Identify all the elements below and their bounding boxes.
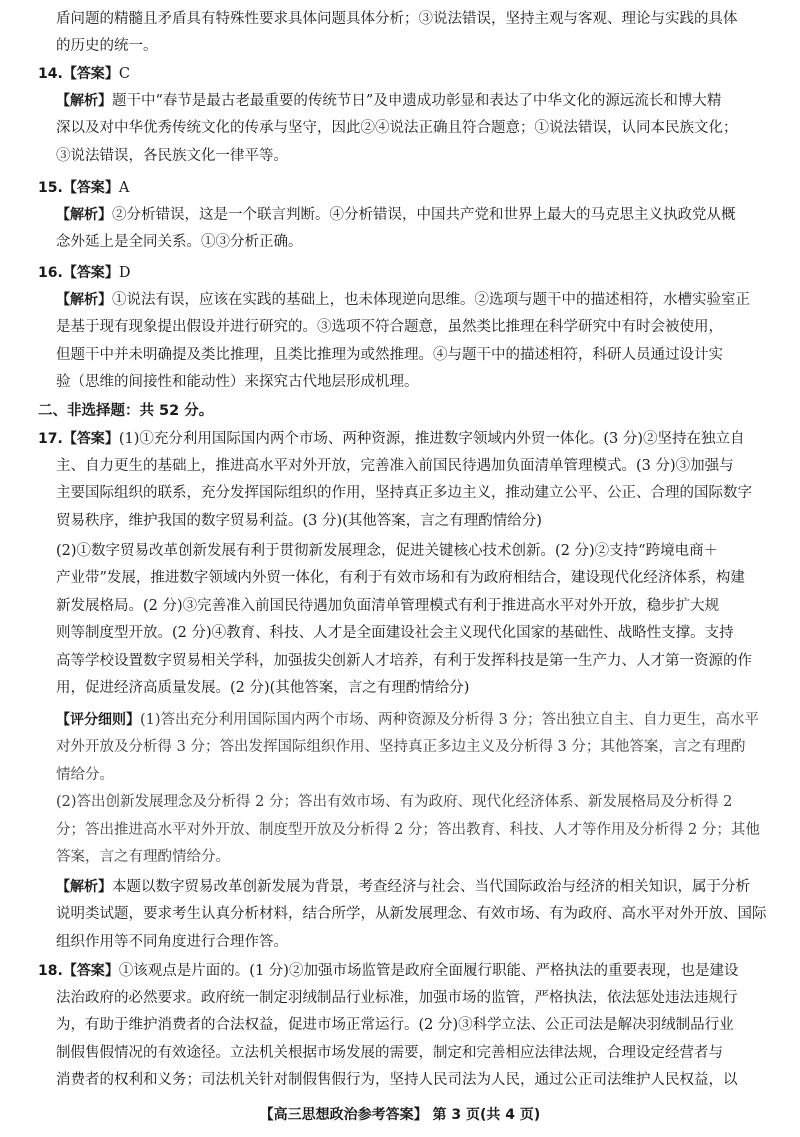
analysis-15 (56, 202, 768, 257)
analysis-17 (56, 874, 768, 956)
answer-tag: 【 答案 】 (63, 963, 119, 979)
text-line: 念外延上是全同关系。①③分析正确。 (56, 234, 303, 251)
answer-17-part2 (56, 538, 768, 702)
text-line: 深以及对中华优秀传统文化的传承与坚守，因此②④说法正确且符合题意；①说法错误，认同本民族文化； (56, 120, 738, 137)
question-17 (38, 426, 768, 453)
answer-value: D (118, 265, 131, 281)
question-16 (38, 260, 768, 287)
answer-tag: 【 答案 】 (63, 180, 119, 196)
text-line: 高等学校设置数字贸易相关学科，加强拔尖创新人才培养，有利于发挥科技是第一生产力、人才第一资源的作 (56, 652, 752, 669)
text-line: 题干中“春节是最古老最重要的传统节日”及申遗成功彰显和表达了中华文化的源远流长和博大精 (112, 93, 722, 109)
question-18 (38, 958, 768, 985)
text-line: 贸易秩序，维护我国的数字贸易利益。(3 分)(其他答案，言之有理酌情给分) (56, 512, 542, 529)
answer-value: C (118, 66, 130, 82)
text-line: (1)①充分利用国际国内两个市场、两种资源，推进数字领域内外贸一体化。(3 分)②坚持在独立自 (118, 431, 745, 447)
text-line: 说明类试题，要求考生认真分析材料，结合所学，从新发展理念、有效市场、有为政府、高水平对外开放、国际 (56, 906, 767, 923)
text-line: 分；答出推进高水平对外开放、制度型开放及分析得 2 分；答出教育、科技、人才等作用及分析得 2 分；其他 (56, 821, 760, 838)
question-number: 17. (38, 431, 63, 447)
answer-tag: 【 答案 】 (63, 431, 119, 447)
text-line: 验（思维的间接性和能动性）来探究古代地层形成机理。 (56, 374, 419, 391)
text-line: ②分析错误，这是一个联言判断。④分析错误，中国共产党和世界上最大的马克思主义执政党从概 (112, 207, 736, 223)
question-15 (38, 175, 768, 202)
text-line: ①该观点是片面的。(1 分)②加强市场监管是政府全面履行职能、严格执法的重要表现，也是建设 (118, 963, 739, 979)
text-line: ③说法错误，各民族文化一律平等。 (56, 147, 288, 164)
answer-tag: 【 答案 】 (63, 66, 119, 82)
text-line: 的历史的统一。 (56, 38, 158, 55)
text-line: 答案，言之有理酌情给分。 (56, 848, 230, 865)
question-number: 18. (38, 963, 63, 979)
text-line: 消费者的权利和义务；司法机关针对制假售假行为，坚持人民司法为人民，通过公正司法维护人民权益，以 (56, 1072, 738, 1089)
text-line: 用，促进经济高质量发展。(2 分)(其他答案，言之有理酌情给分) (56, 679, 470, 696)
analysis-tag: 【 解析 】 (56, 93, 112, 109)
analysis-14 (56, 88, 768, 170)
text-line: 但题干中并未明确提及类比推理，且类比推理为或然推理。④与题干中的描述相符，科研人员通过设计实 (56, 346, 723, 363)
scoring-tag: 【 评分细则 】 (56, 712, 140, 728)
text-line: 制假售假情况的有效途径。立法机关根据市场发展的需要，制定和完善相应法律法规，合理设定经营者与 (56, 1044, 723, 1061)
section-heading (38, 398, 768, 425)
text-line: (2)①数字贸易改革创新发展有利于贯彻新发展理念，促进关键核心技术创新。(2 分)②支持“跨境电商＋ (56, 543, 719, 559)
answer-value: A (118, 180, 130, 196)
text-line: 产业带”发展，推进数字领域内外贸一体化，有利于有效市场和有为政府相结合，建设现代化经济体系，构建 (56, 570, 745, 587)
analysis-tag: 【 解析 】 (56, 207, 112, 223)
answer-17-part1 (56, 453, 768, 535)
question-number: 14. (38, 66, 63, 82)
analysis-16 (56, 287, 768, 397)
text-line: (2)答出创新发展理念及分析得 2 分；答出有效市场、有为政府、现代化经济体系、新发展格局及分析得 2 (56, 794, 733, 811)
text-line: 本题以数字贸易改革创新发展为背景，考查经济与社会、当代国际政治与经济的相关知识，属于分析 (112, 879, 750, 895)
footer-page-number: 第 3 页(共 4 页) (432, 1107, 541, 1123)
text-line: 为，有助于维护消费者的合法权益，促进市场正常运行。(2 分)③科学立法、公正司法是解决羽绒制品行业 (56, 1017, 734, 1034)
text-line: 盾问题的精髓且矛盾具有特殊性要求具体问题具体分析；③说法错误，坚持主观与客观、理论与实践的具体 (56, 11, 738, 27)
text-line: (1)答出充分利用国际国内两个市场、两种资源及分析得 3 分；答出独立自主、自力更生，高水平 (140, 712, 759, 728)
text-line: 对外开放及分析得 3 分；答出发挥国际组织作用、坚持真正多边主义及分析得 3 分；其他答案，言之有理酌 (56, 739, 746, 756)
footer-title: 【 高三思想政治参考答案 】 (260, 1107, 428, 1123)
section-title: 二、非选择题：共 52 分。 (38, 403, 214, 419)
analysis-tag: 【 解析 】 (56, 292, 112, 308)
text-line: 情给分。 (56, 766, 114, 783)
text-line: 组织作用等不同角度进行合理作答。 (56, 933, 288, 950)
scoring-17 (56, 707, 768, 871)
text-line: ①说法有误，应该在实践的基础上，也未体现逆向思维。②选项与题干中的描述相符，水槽实验室正 (112, 292, 750, 308)
question-number: 16. (38, 265, 63, 281)
page-footer (0, 1104, 800, 1124)
text-line: 是基于现有现象提出假设并进行研究的。③选项不符合题意，虽然类比推理在科学研究中有时会被使用， (56, 319, 723, 336)
text-line: 法治政府的必然要求。政府统一制定羽绒制品行业标准，加强市场的监管，严格执法，依法惩处违法违规行 (56, 990, 738, 1006)
text-line: 则等制度型开放。(2 分)④教育、科技、人才是全面建设社会主义现代化国家的基础性、战略性支撑。支持 (56, 625, 734, 642)
text-line: 主、自力更生的基础上，推进高水平对外开放，完善准入前国民待遇加负面清单管理模式。(3 分)③加强与 (56, 458, 734, 474)
question-14 (38, 61, 768, 88)
prev-continuation (56, 6, 768, 61)
answer-tag: 【 答案 】 (63, 265, 119, 281)
text-line: 新发展格局。(2 分)③完善准入前国民待遇加负面清单管理模式有利于推进高水平对外开放，稳步扩大规 (56, 597, 720, 614)
question-number: 15. (38, 180, 63, 196)
analysis-tag: 【 解析 】 (56, 879, 112, 895)
text-line: 主要国际组织的联系，充分发挥国际组织的作用，坚持真正多边主义，推动建立公平、公正、合理的国际数字 (56, 485, 752, 502)
answer-18-body (56, 985, 768, 1095)
